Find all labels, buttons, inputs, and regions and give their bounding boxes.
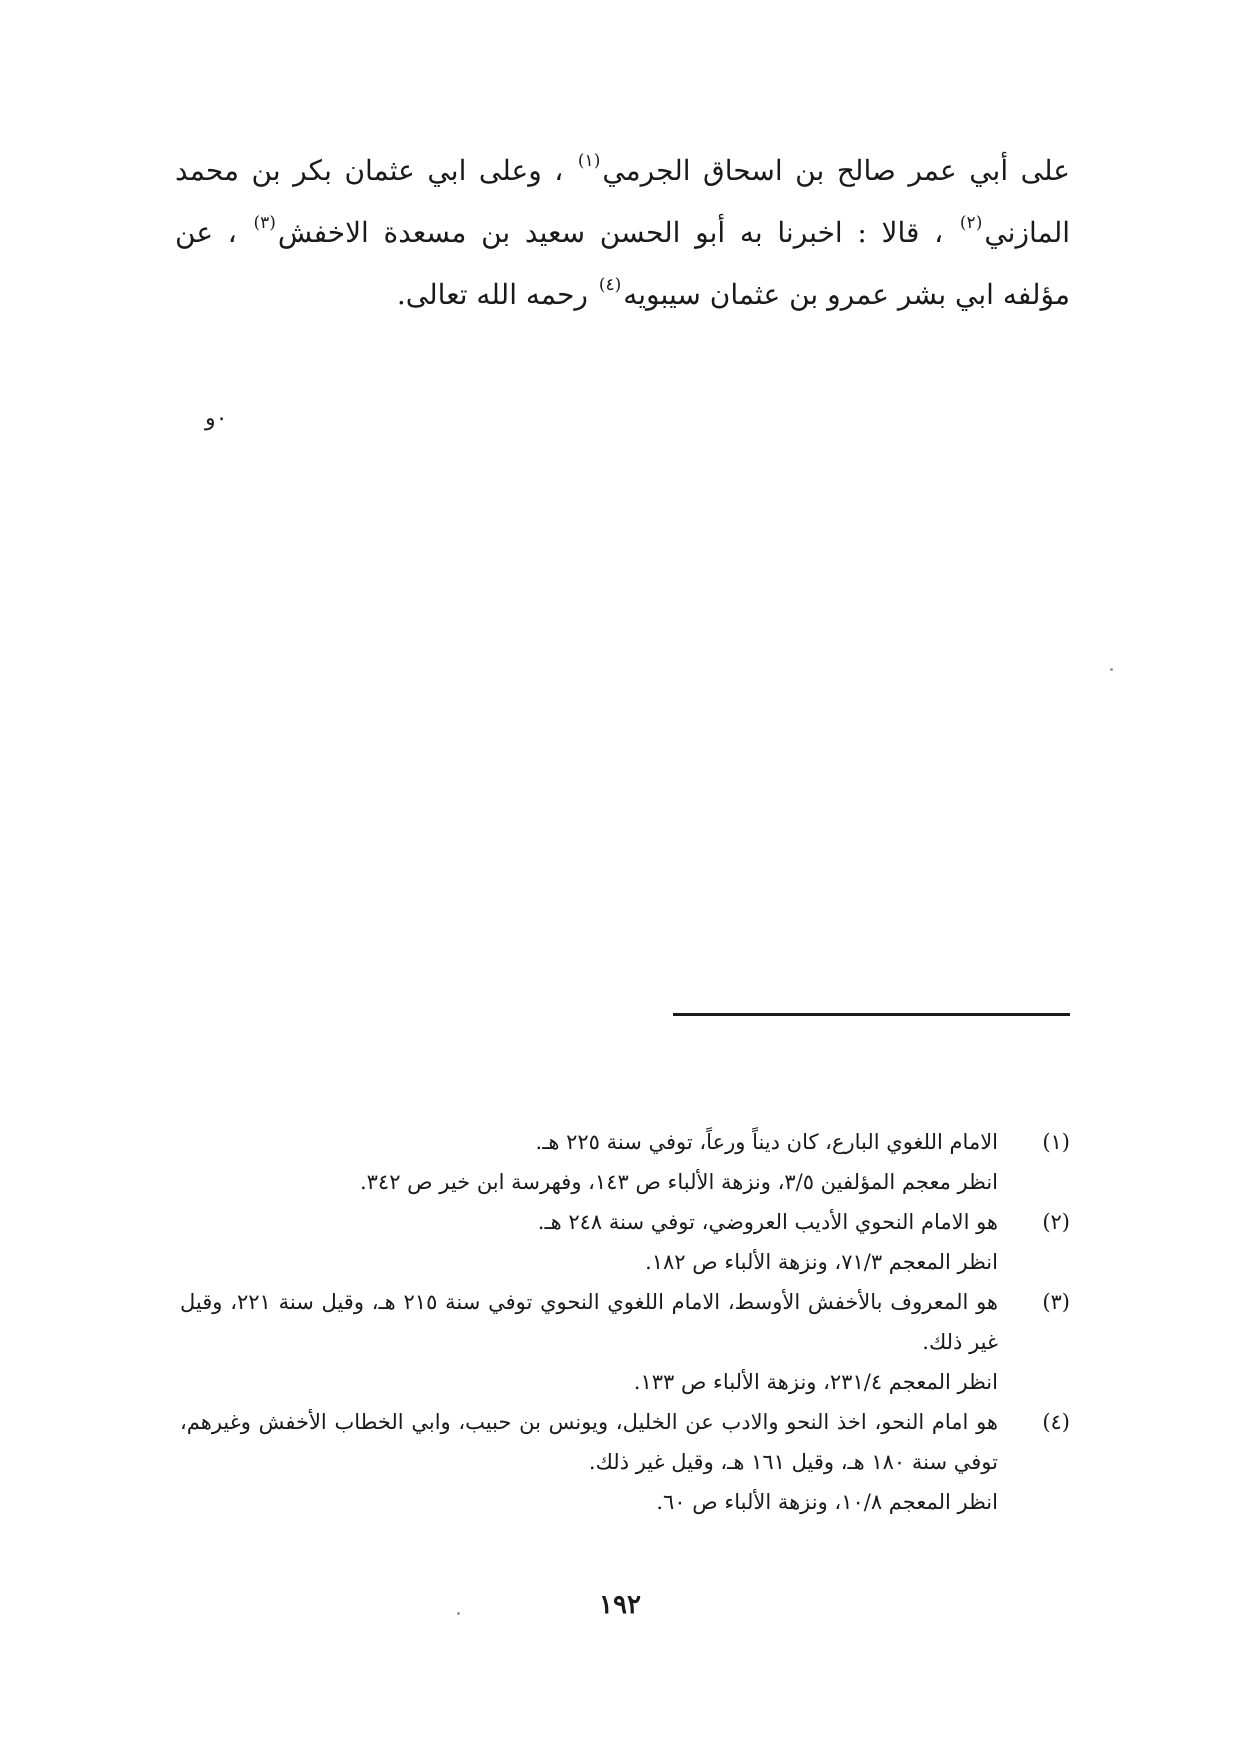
page-number: ١٩٢	[599, 1590, 641, 1620]
footnote-line: انظر المعجم ٢٣١/٤، ونزهة الألباء ص ١٣٣.	[633, 1370, 998, 1394]
footnote-separator	[673, 1013, 1070, 1016]
stray-mark: ٠و	[205, 406, 228, 431]
footnotes	[180, 1122, 1070, 1522]
footnote	[180, 1402, 1070, 1522]
footnote-number: (٣)	[1042, 1290, 1070, 1314]
body-text-segment: ، قالا : اخبرنا به أبو الحسن سعيد بن مسعدة الاخفش	[277, 216, 944, 249]
footnote-number: (١)	[1042, 1130, 1070, 1154]
body-text-segment: ، وعلى ابي عثمان بكر بن محمد المازني	[175, 154, 1071, 249]
footnote-line: هو المعروف بالأخفش الأوسط، الامام اللغوي النحوي توفي سنة ٢١٥ هـ، وقيل سنة ٢٢١، وقيل غير ذلك.	[180, 1290, 998, 1354]
body-text-segment: ، عن مؤلفه ابي بشر عمرو بن عثمان سيبويه	[175, 216, 1070, 311]
footnote-line: انظر معجم المؤلفين ٣/٥، ونزهة الألباء ص ١٤٣، وفهرسة ابن خير ص ٣٤٢.	[359, 1170, 998, 1194]
footnote-line: انظر المعجم ٧١/٣، ونزهة الألباء ص ١٨٢.	[645, 1250, 998, 1274]
scan-speck	[1110, 668, 1113, 671]
footnote-reference: (١)	[577, 151, 601, 171]
footnote-reference: (٣)	[253, 213, 276, 233]
body-text-segment: رحمه الله تعالى.	[396, 278, 588, 311]
footnote-line: هو امام النحو، اخذ النحو والادب عن الخليل، ويونس بن حبيب، وابي الخطاب الأخفش وغيرهم، توفي سنة ١٨٠ هـ، وقيل ١٦١ هـ، وقيل غير ذلك.	[180, 1410, 998, 1474]
footnote-line: الامام اللغوي البارع، كان ديناً ورعاً، توفي سنة ٢٢٥ هـ.	[535, 1130, 998, 1154]
body-text-segment: على أبي عمر صالح بن اسحاق الجرمي	[602, 154, 1070, 187]
footnote	[180, 1202, 1070, 1282]
footnote-reference: (٢)	[959, 213, 983, 233]
footnote-number: (٢)	[1042, 1210, 1070, 1234]
footnote	[180, 1282, 1070, 1402]
footnote-reference: (٤)	[598, 275, 622, 295]
footnote	[180, 1122, 1070, 1202]
scan-speck	[457, 1612, 460, 1615]
body-paragraph	[175, 140, 1070, 326]
footnote-line: هو الامام النحوي الأديب العروضي، توفي سنة ٢٤٨ هـ.	[537, 1210, 998, 1234]
footnote-number: (٤)	[1042, 1410, 1070, 1434]
footnote-line: انظر المعجم ١٠/٨، ونزهة الألباء ص ٦٠.	[656, 1490, 998, 1514]
